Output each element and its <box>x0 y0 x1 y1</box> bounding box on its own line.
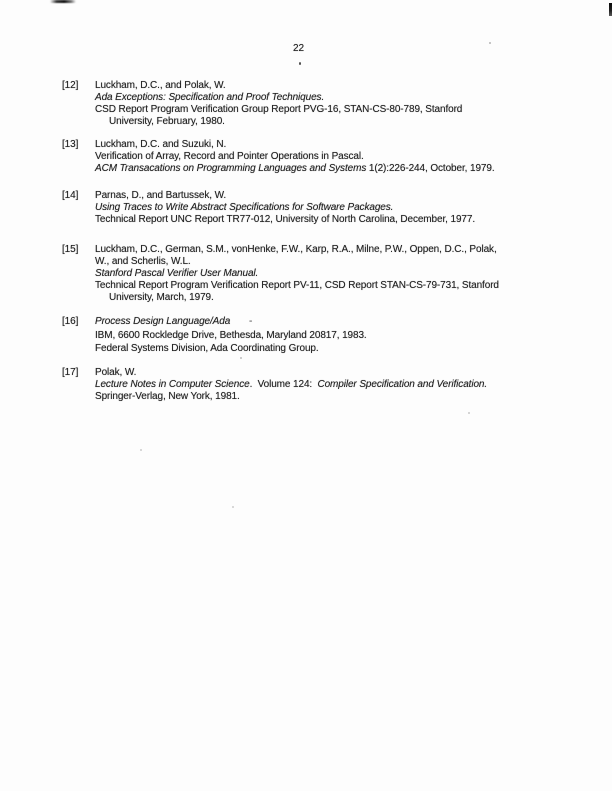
reference-source: IBM, 6600 Rockledge Drive, Bethesda, Maryland 20817, 1983. <box>95 329 367 341</box>
reference-source: Technical Report Program Verification Report PV-11, CSD Report STAN-CS-79-731, Stanford <box>95 280 499 291</box>
scan-stray-dash-mark: - <box>249 316 253 327</box>
reference-title: Lecture Notes in Computer Science. Volume 124: Compiler Specification and Verification. <box>95 379 488 390</box>
page-number: 22 <box>293 43 304 54</box>
reference-label: [13] <box>62 139 79 150</box>
reference-source: CSD Report Program Verification Group Report PVG-16, STAN-CS-80-789, Stanford <box>95 104 463 115</box>
reference-source-continued: University, February, 1980. <box>109 116 225 127</box>
reference-source-continued: Federal Systems Division, Ada Coordinating Group. <box>95 343 319 354</box>
reference-label: [15] <box>62 244 79 255</box>
reference-title: Verification of Array, Record and Pointer Operations in Pascal. <box>95 151 364 162</box>
reference-label: [14] <box>62 190 79 201</box>
reference-title: Ada Exceptions: Specification and Proof Techniques. <box>95 92 325 103</box>
reference-source: ACM Transacations on Programming Languages and Systems 1(2):226-244, October, 1979. <box>95 163 495 174</box>
reference-label: [12] <box>62 80 79 91</box>
reference-authors: Parnas, D., and Bartussek, W. <box>95 190 227 201</box>
scan-smudge-top-edge <box>50 0 76 3</box>
scan-speck <box>299 62 301 65</box>
reference-label: [17] <box>62 367 79 378</box>
reference-source: Technical Report UNC Report TR77-012, University of North Carolina, December, 1977. <box>95 214 476 225</box>
reference-authors: Polak, W. <box>95 367 137 378</box>
scan-speck <box>240 357 242 359</box>
reference-source-continued: University, March, 1979. <box>109 292 214 303</box>
scan-mark-right-edge <box>609 3 612 16</box>
scan-speck <box>468 412 470 414</box>
scan-speck <box>489 42 491 44</box>
reference-label: [16] <box>62 316 79 327</box>
reference-title: Process Design Language/Ada <box>95 316 231 327</box>
reference-source: Springer-Verlag, New York, 1981. <box>95 391 240 402</box>
scan-speck <box>140 449 142 451</box>
reference-title: Using Traces to Write Abstract Specifications for Software Packages. <box>95 202 394 213</box>
reference-authors: Luckham, D.C., and Polak, W. <box>95 80 226 91</box>
reference-authors: Luckham, D.C. and Suzuki, N. <box>95 139 227 150</box>
reference-title: Stanford Pascal Verifier User Manual. <box>95 268 259 279</box>
scan-speck <box>232 506 234 508</box>
reference-authors: Luckham, D.C., German, S.M., vonHenke, F.W., Karp, R.A., Milne, P.W., Oppen, D.C., Polak, <box>95 244 497 255</box>
reference-authors-continued: W., and Scherlis, W.L. <box>95 256 191 267</box>
